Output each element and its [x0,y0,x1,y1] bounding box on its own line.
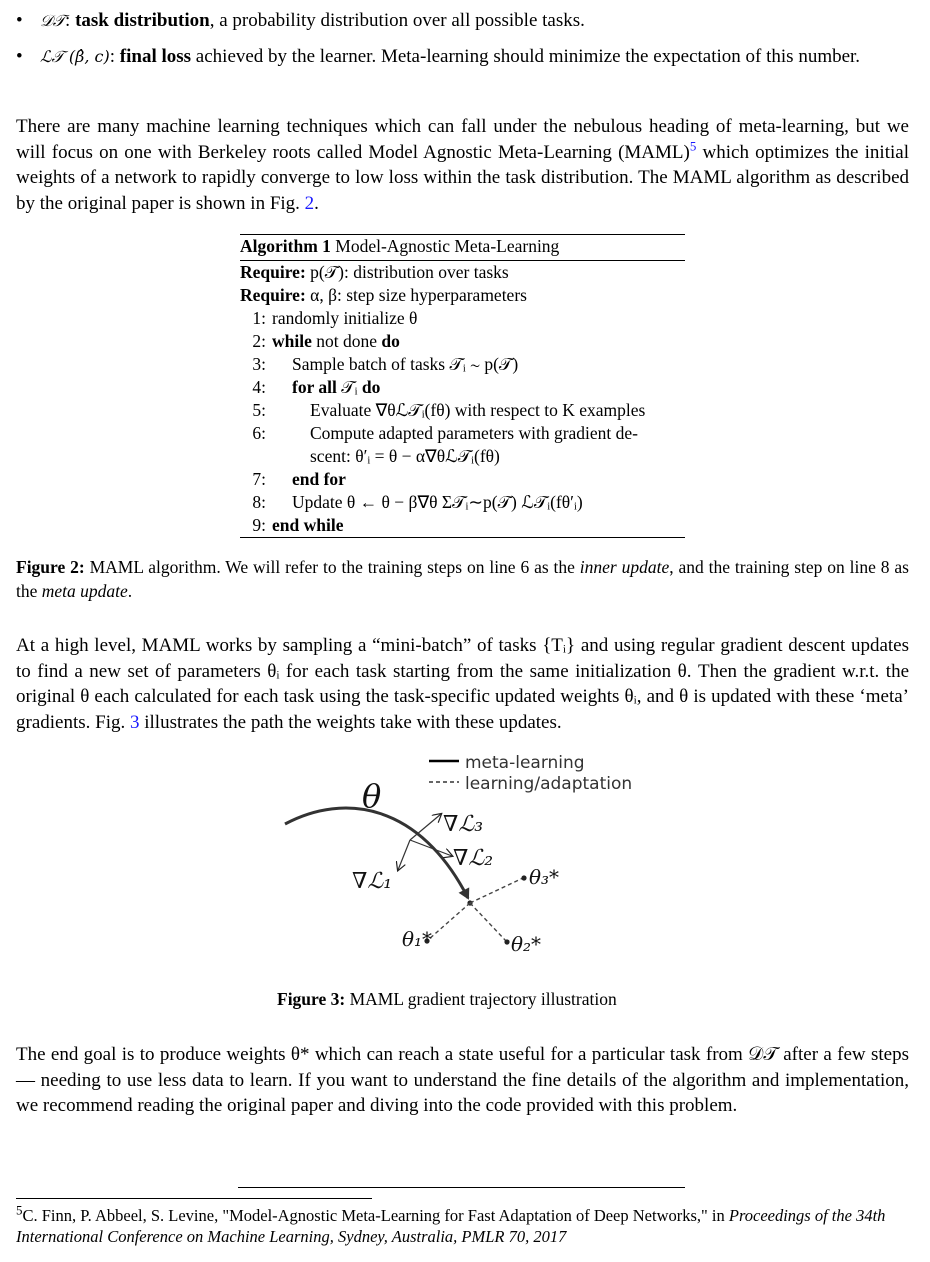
caption-text: . [127,580,133,601]
alg-require-kw: Require: [240,285,306,305]
page-rule [238,1187,685,1188]
legend-dashed-label: learning/adaptation [465,774,633,794]
alg-keyword: do [361,377,381,397]
alg-require-text: p(𝒯): distribution over tasks [305,262,509,282]
alg-line-6 [240,423,272,444]
grad-2-label: ∇ℒ₂ [453,846,494,871]
alg-line-5-text: Evaluate ∇θℒ𝒯ᵢ(fθ) with respect to K examples [310,400,646,420]
alg-line-7-text [292,469,346,490]
bullet-term: task distribution [75,10,210,31]
caption-text: MAML algorithm. We will refer to the training steps on line 6 as the [84,557,580,577]
alg-rule-mid [240,260,685,261]
paragraph-end-goal: The end goal is to produce weights θ* which can reach a state useful for a particular task from 𝒟𝒯 after a few steps — needing to use less data to learn. If you want to understand the fine details of the algorithm and implementation, we recommend reading the original paper and diving into the code provided with this problem. [16,1044,909,1116]
footnote-mark: 5 [16,1202,23,1218]
alg-keyword: for all [292,377,337,397]
theta-3-point [521,875,526,880]
grad-3-arrow [410,814,441,840]
caption-text: MAML gradient trajectory illustration [345,989,617,1009]
grad-2-arrow [410,840,452,856]
theta-label: θ [362,777,382,815]
alg-line-7 [240,469,272,490]
bullet-text: , a probability distribution over all possible tasks. [209,10,585,31]
theta-3-label: θ₃* [529,865,560,889]
bullet-symbol: ℒ𝒯 (β̂, c) [40,47,110,66]
alg-line-8-text: Update θ ← θ − β∇θ Σ𝒯ᵢ∼p(𝒯) ℒ𝒯ᵢ(fθ′ᵢ) [292,492,583,512]
footnote-em: Proceedings of the 34th International Conference on Machine Learning, Sydney, Australia, PMLR 70, 2017 [16,1206,886,1246]
alg-line-3 [240,354,272,375]
bullet-final-loss: • ℒ𝒯 (β̂, c): final loss achieved by the learner. Meta-learning should minimize the expectation of this number. [16,46,861,67]
alg-line-num: 5: [252,400,266,420]
alg-line-text: randomly initialize θ [272,308,418,328]
para-text: There are many machine learning techniques which can fall under the nebulous heading of meta-learning, but we will focus on one with Berkeley roots called Model Agnostic Meta-Learning (MAML) [16,116,909,163]
para-text: At a high level, MAML works by sampling a “mini-batch” of tasks {Tᵢ} and using regular gradient descent updates to find a new set of parameters θᵢ for each task starting from the same initialization θ. Then the gradient w.r.t. the original θ each calculated for each task using the task-specific updated weights θᵢ, and θ is updated with these ‘meta’ gradients. Fig. [16,635,909,733]
alg-line-num: 3: [252,354,266,374]
figure-2-caption [16,556,909,603]
footnote-rule [16,1198,372,1199]
alg-keyword: end while [272,515,344,535]
legend-solid-label: meta-learning [465,753,585,773]
alg-require-text: α, β: step size hyperparameters [305,285,527,305]
bullet-term: final loss [119,46,192,67]
alg-line-num: 2: [252,331,266,351]
paragraph-maml-overview [16,633,909,735]
para-text: which optimizes the initial weights of a network to rapidly converge to low loss within the task distribution. The MAML algorithm as described by the original paper is shown in Fig. [16,141,909,214]
caption-label: Figure 3: [277,989,346,1009]
alg-keyword: end for [292,469,346,489]
alg-line-9 [240,515,343,536]
alg-line-num: 9: [252,515,266,535]
bullet-task-distribution: • 𝒟𝒯: task distribution, a probability distribution over all possible tasks. [16,10,585,31]
alg-rule-bottom [240,537,685,538]
alg-line-3-text: Sample batch of tasks 𝒯ᵢ ∼ p(𝒯) [292,354,519,374]
caption-em: inner update [579,557,670,577]
alg-title: Model-Agnostic Meta-Learning [335,236,560,256]
alg-line-4 [240,377,272,398]
caption-em: meta update [41,580,128,601]
caption-text: , and the training step on line 8 as the [16,557,909,601]
bullet-dot: • [16,46,23,67]
figure-3-link[interactable]: 3 [130,711,140,733]
alg-require-2 [240,285,527,306]
figure-2-link[interactable]: 2 [304,192,315,214]
alg-require-kw: Require: [240,262,306,282]
alg-line-text: 𝒯ᵢ [336,377,362,397]
alg-line-num: 7: [252,469,266,489]
alg-keyword: while [272,331,312,351]
alg-require-1 [240,262,509,283]
algorithm-box [240,234,685,535]
alg-line-6-text-cont: scent: θ′ᵢ = θ − α∇θℒ𝒯ᵢ(fθ) [310,446,500,466]
adapt-3-line [470,878,523,903]
alg-header [240,236,559,257]
caption-label: Figure 2: [16,557,85,577]
figure-3-caption [277,988,777,1012]
alg-label: Algorithm 1 [240,236,331,256]
grad-1-label: ∇ℒ₁ [352,869,393,894]
footnote-ref[interactable]: 5 [689,138,697,154]
grad-3-label: ∇ℒ₃ [443,812,484,837]
theta-1-label: θ₁* [402,927,433,951]
alg-line-2 [240,331,400,352]
para-text: . [314,192,319,214]
alg-line-8 [240,492,272,513]
grad-1-arrow [398,840,410,870]
bullet-symbol: 𝒟𝒯 [40,11,66,30]
alg-keyword: do [381,331,400,351]
alg-line-6-text: Compute adapted parameters with gradient de- [310,423,639,443]
theta-2-point [504,939,509,944]
bullet-text: achieved by the learner. Meta-learning should minimize the expectation of this number. [191,46,861,67]
alg-line-4-text [292,377,380,398]
figure-3-diagram [280,748,640,978]
alg-line-5 [240,400,272,421]
footnote-text: C. Finn, P. Abbeel, S. Levine, "Model-Agnostic Meta-Learning for Fast Adaptation of Deep Networks," in [22,1206,729,1225]
alg-line-num: 8: [252,492,266,512]
adapt-2-line [470,903,506,941]
alg-rule-top [240,234,685,235]
alg-line-text: not done [311,331,382,351]
paragraph-maml-intro [16,114,909,216]
theta-2-label: θ₂* [511,932,542,956]
bullet-dot: • [16,10,23,31]
para-text: illustrates the path the weights take with these updates. [139,711,562,733]
alg-line-num: 1: [252,308,266,328]
alg-line-num: 4: [252,377,266,397]
footnote [16,1202,909,1247]
alg-line-1 [240,308,417,329]
alg-line-num: 6: [252,423,266,443]
adapt-1-line [428,903,470,940]
